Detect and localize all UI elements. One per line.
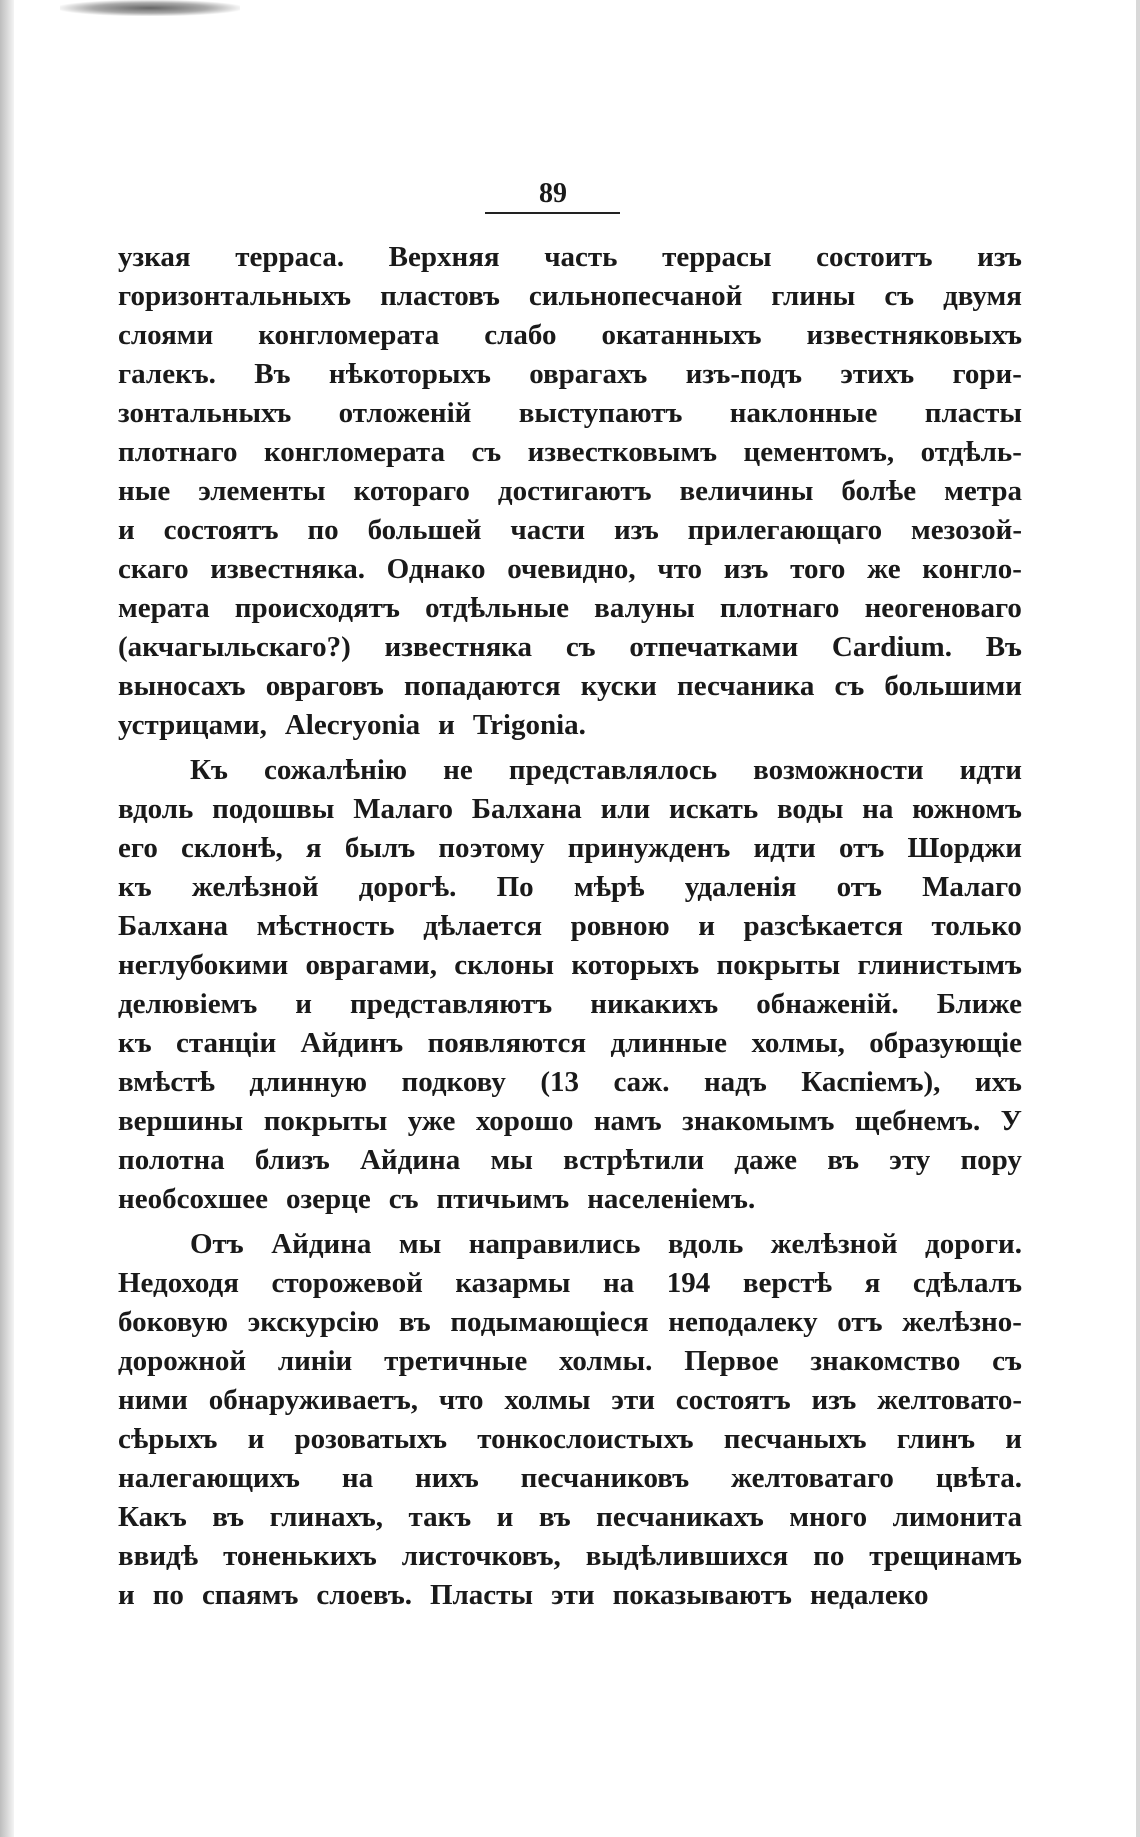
text-line: налегающихъ на нихъ песчаниковъ желтоватаго цвѣта.: [118, 1462, 1022, 1494]
text-line: къ желѣзной дорогѣ. По мѣрѣ удаленія отъ Малаго: [118, 871, 1022, 903]
text-line: мерата происходятъ отдѣльные валуны плотнаго неогеноваго: [118, 592, 1022, 624]
text-line: неглубокими оврагами, склоны которыхъ покрыты глинистымъ: [118, 949, 1022, 981]
text-line: Недоходя сторожевой казармы на 194 верстѣ я сдѣлалъ: [118, 1267, 1022, 1299]
scan-ink-smudge: [60, 0, 240, 16]
body-text: [118, 238, 1022, 1615]
text-line: Къ сожалѣнію не представлялось возможности идти: [190, 754, 1022, 786]
text-line: вмѣстѣ длинную подкову (13 саж. надъ Каспіемъ), ихъ: [118, 1066, 1022, 1098]
text-line: устрицами, Alecryonia и Trigonia.: [118, 709, 586, 741]
text-line: боковую экскурсію въ подымающіеся неподалеку отъ желѣзно-: [118, 1306, 1022, 1338]
text-line: ные элементы котораго достигаютъ величины болѣе метра: [118, 475, 1022, 507]
page-number: 89: [539, 178, 567, 209]
text-line: скаго известняка. Однако очевидно, что изъ того же конгло-: [118, 553, 1022, 585]
text-line: его склонѣ, я былъ поэтому принужденъ идти отъ Шорджи: [118, 832, 1022, 864]
paragraph: [118, 751, 1022, 1219]
text-line: вершины покрыты уже хорошо намъ знакомымъ щебнемъ. У: [118, 1105, 1022, 1137]
paragraph: [118, 238, 1022, 745]
scan-edge-shadow-right: [1136, 0, 1140, 1837]
text-line: (акчагыльскаго?) известняка съ отпечатками Cardium. Въ: [118, 631, 1022, 663]
text-line: вдоль подошвы Малаго Балхана или искать воды на южномъ: [118, 793, 1022, 825]
paragraph: [118, 1225, 1022, 1615]
text-line: плотнаго конгломерата съ известковымъ цементомъ, отдѣль-: [118, 436, 1022, 468]
text-line: необсохшее озерце съ птичьимъ населеніемъ.: [118, 1183, 756, 1215]
text-line: узкая терраса. Верхняя часть террасы состоитъ изъ: [118, 241, 1022, 273]
text-line: сѣрыхъ и розоватыхъ тонкослоистыхъ песчаныхъ глинъ и: [118, 1423, 1022, 1455]
text-line: галекъ. Въ нѣкоторыхъ оврагахъ изъ-подъ этихъ гори-: [118, 358, 1022, 390]
text-line: зонтальныхъ отложеній выступаютъ наклонные пласты: [118, 397, 1022, 429]
page-number-rule: [485, 212, 620, 214]
text-line: дорожной линіи третичные холмы. Первое знакомство съ: [118, 1345, 1022, 1377]
text-line: Какъ въ глинахъ, такъ и въ песчаникахъ много лимонита: [118, 1501, 1022, 1533]
text-line: Отъ Айдина мы направились вдоль желѣзной дороги.: [190, 1228, 1022, 1260]
text-line: ними обнаруживаетъ, что холмы эти состоятъ изъ желтовато-: [118, 1384, 1022, 1416]
text-line: слоями конгломерата слабо окатанныхъ известняковыхъ: [118, 319, 1022, 351]
text-line: и состоятъ по большей части изъ прилегающаго мезозой-: [118, 514, 1022, 546]
text-line: выносахъ овраговъ попадаются куски песчаника съ большими: [118, 670, 1022, 702]
text-line: и по спаямъ слоевъ. Пласты эти показываютъ недалеко: [118, 1579, 929, 1611]
text-line: горизонтальныхъ пластовъ сильнопесчаной глины съ двумя: [118, 280, 1022, 312]
text-line: делювіемъ и представляютъ никакихъ обнаженій. Ближе: [118, 988, 1022, 1020]
text-line: ввидѣ тоненькихъ листочковъ, выдѣлившихся по трещинамъ: [118, 1540, 1022, 1572]
text-line: къ станціи Айдинъ появляются длинные холмы, образующіе: [118, 1027, 1022, 1059]
text-line: полотна близъ Айдина мы встрѣтили даже въ эту пору: [118, 1144, 1022, 1176]
text-line: Балхана мѣстность дѣлается ровною и разсѣкается только: [118, 910, 1022, 942]
scan-edge-shadow-left: [0, 0, 14, 1837]
